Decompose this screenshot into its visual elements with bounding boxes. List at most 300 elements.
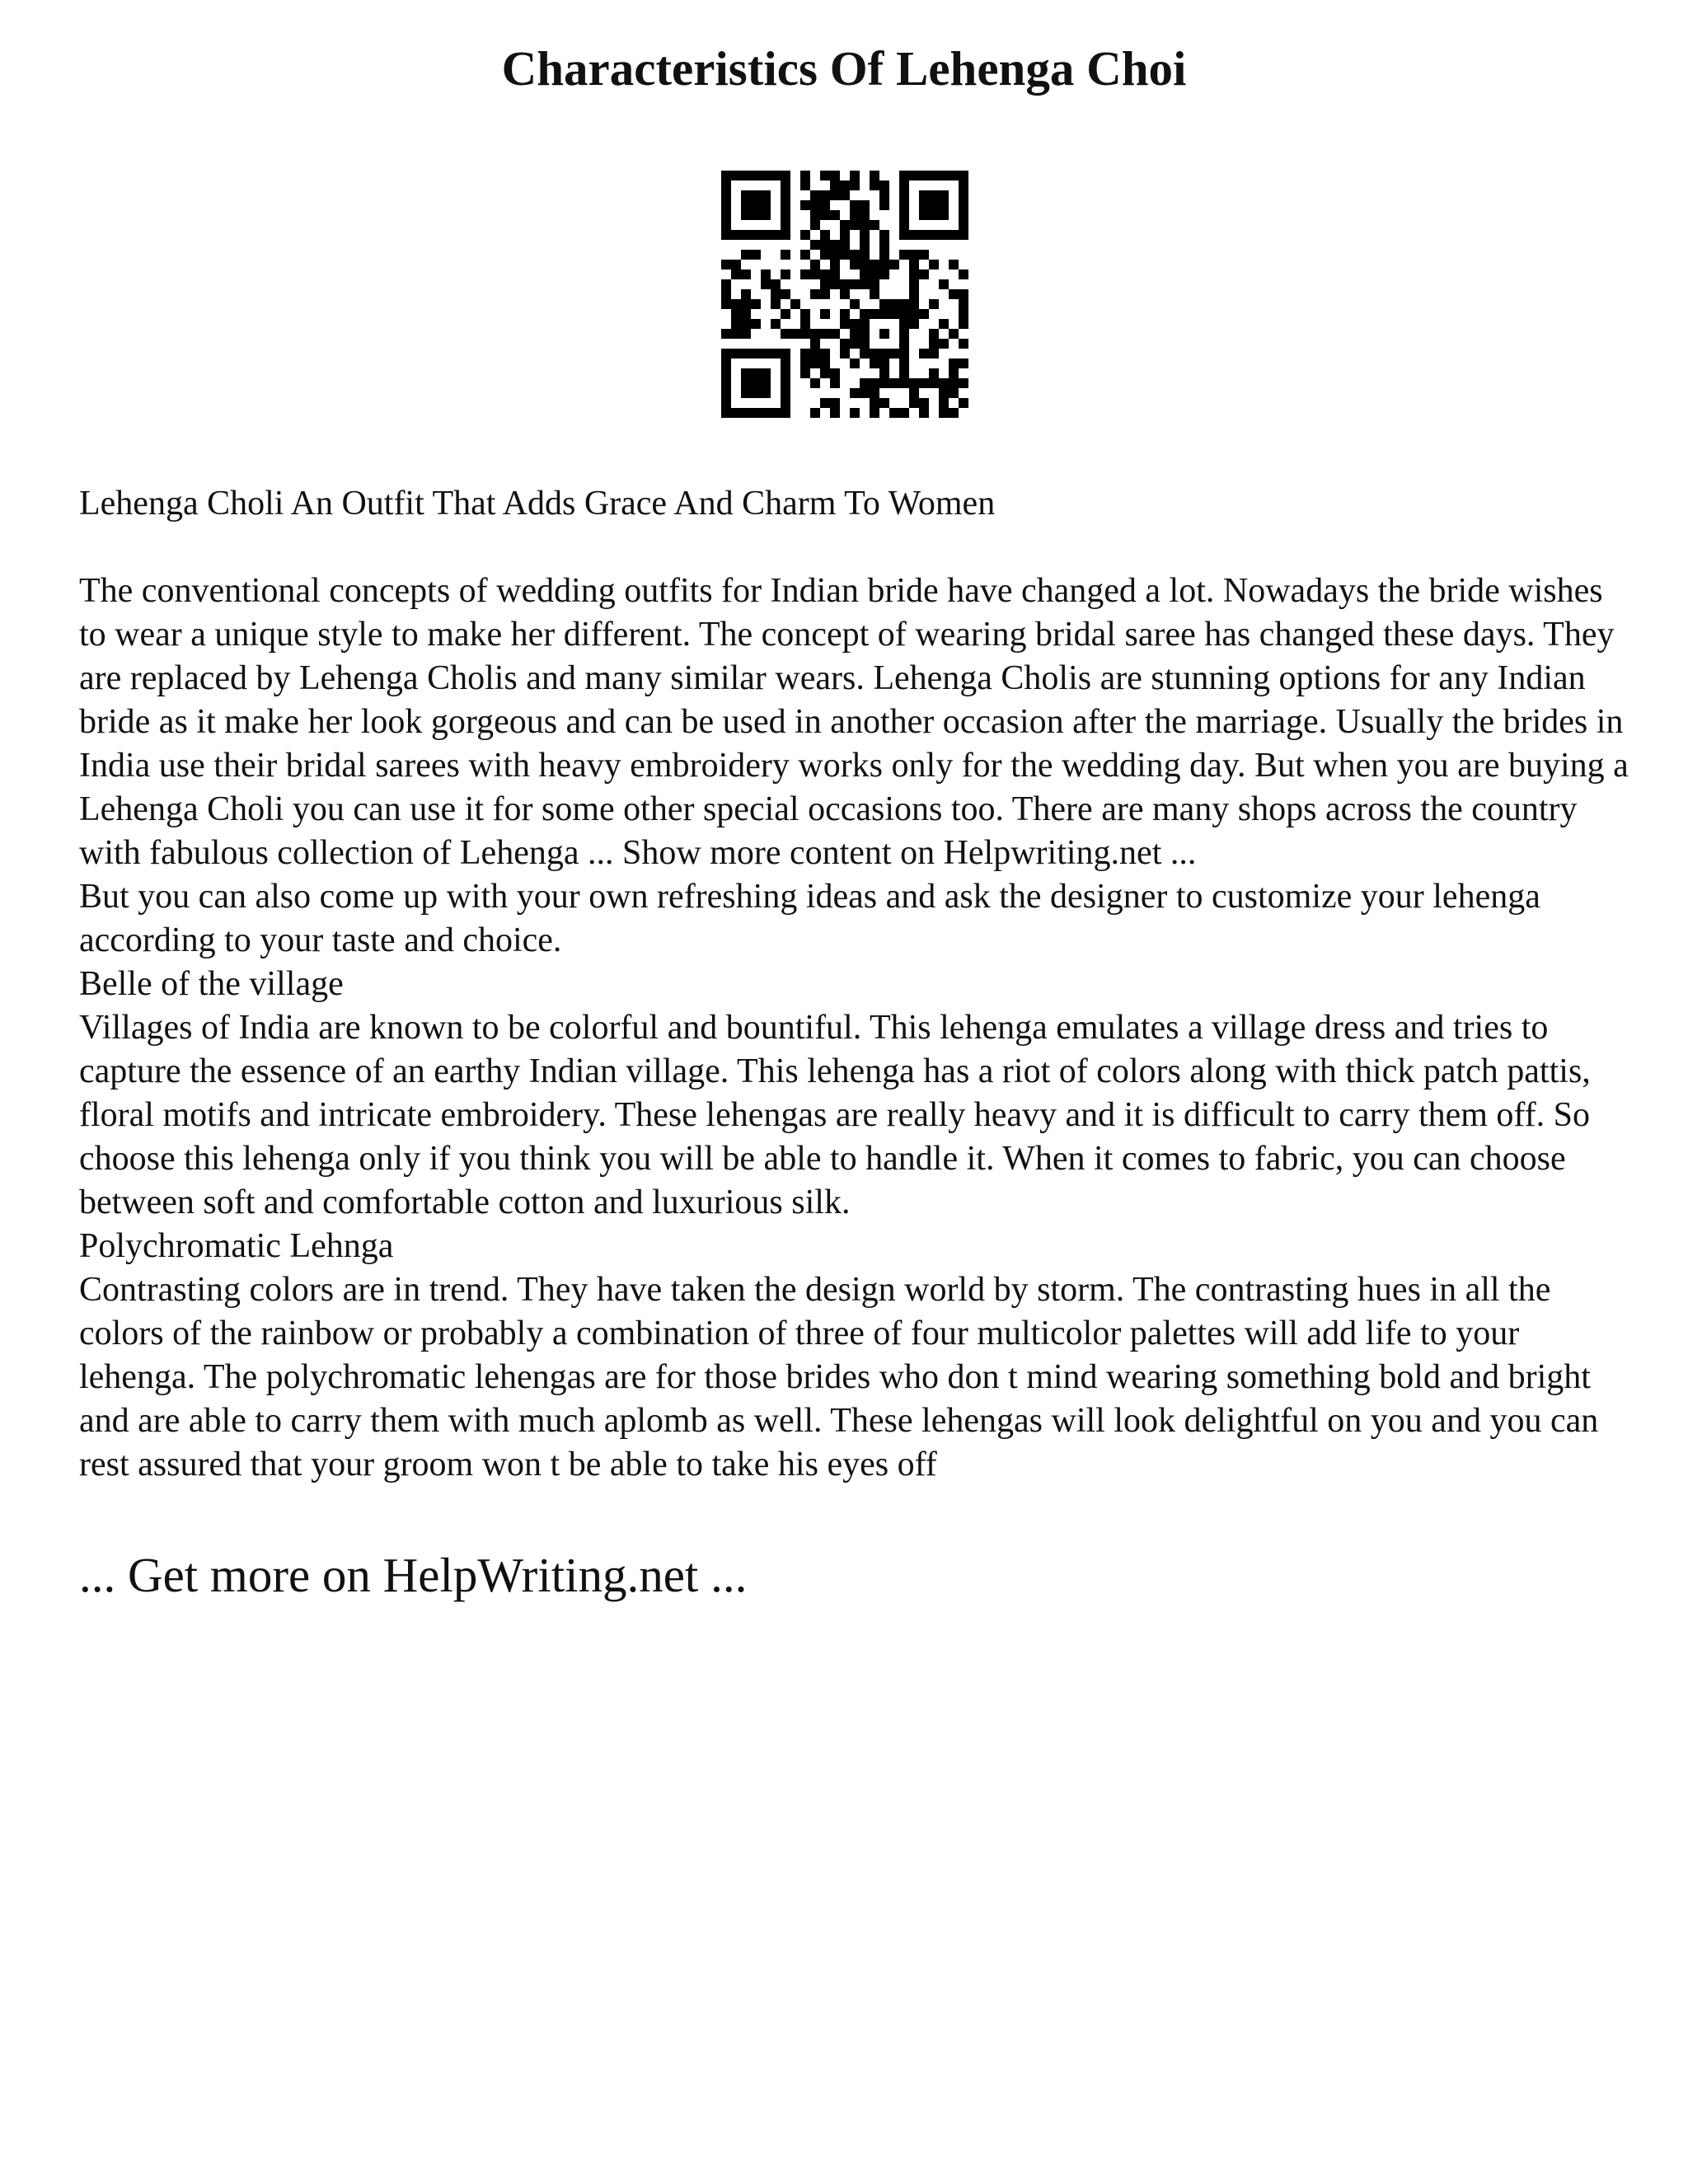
qr-module xyxy=(830,408,840,418)
qr-module xyxy=(761,408,771,418)
qr-module xyxy=(879,240,889,250)
qr-module xyxy=(800,368,810,378)
qr-module xyxy=(840,240,850,250)
qr-module xyxy=(870,398,879,408)
qr-module xyxy=(850,359,860,368)
qr-module xyxy=(889,299,899,309)
qr-module xyxy=(929,200,939,210)
qr-module xyxy=(721,200,731,210)
qr-module xyxy=(820,309,830,319)
qr-module xyxy=(850,260,860,269)
qr-module xyxy=(810,200,820,210)
qr-module xyxy=(879,180,889,190)
qr-module xyxy=(860,269,870,279)
qr-module xyxy=(751,200,761,210)
qr-module xyxy=(959,269,968,279)
qr-module xyxy=(781,349,790,359)
qr-module xyxy=(929,171,939,180)
qr-module xyxy=(919,210,929,220)
qr-module xyxy=(949,408,959,418)
qr-module xyxy=(761,279,771,289)
qr-module xyxy=(810,339,820,349)
qr-module xyxy=(899,299,909,309)
qr-module xyxy=(731,319,741,329)
qr-module xyxy=(721,398,731,408)
qr-module xyxy=(909,398,919,408)
qr-module xyxy=(721,260,731,269)
qr-module xyxy=(820,230,830,240)
qr-module xyxy=(721,210,731,220)
qr-module xyxy=(959,378,968,388)
qr-module xyxy=(741,230,751,240)
qr-module xyxy=(899,190,909,200)
qr-module xyxy=(830,329,840,339)
qr-module xyxy=(840,339,850,349)
qr-module xyxy=(909,309,919,319)
qr-module xyxy=(761,368,771,378)
qr-module xyxy=(820,368,830,378)
qr-module xyxy=(800,329,810,339)
qr-module xyxy=(840,349,850,359)
qr-module xyxy=(860,329,870,339)
qr-module xyxy=(781,210,790,220)
qr-module xyxy=(909,171,919,180)
qr-module xyxy=(899,408,909,418)
qr-module xyxy=(860,339,870,349)
qr-module xyxy=(889,378,899,388)
qr-module xyxy=(741,319,751,329)
qr-module xyxy=(949,329,959,339)
qr-module xyxy=(781,230,790,240)
qr-module xyxy=(949,289,959,299)
qr-module xyxy=(939,190,949,200)
qr-module xyxy=(909,230,919,240)
qr-module xyxy=(850,210,860,220)
qr-module xyxy=(850,319,860,329)
qr-module xyxy=(741,250,751,260)
qr-module xyxy=(820,190,830,200)
qr-module xyxy=(870,260,879,269)
qr-module xyxy=(899,220,909,230)
qr-module xyxy=(870,359,879,368)
qr-module xyxy=(860,349,870,359)
body-paragraph: Contrasting colors are in trend. They have taken the design world by storm. The contrasting hues in all the colors of the rainbow or probably a combination of three of four multicolor palettes will add life to your lehenga. The polychromatic lehengas are for those brides who don t mind wearing something bold and bright and are able to carry them with much aplomb as well. These lehengas will look delightful on you and you can rest assured that your groom won t be able to take his eyes off xyxy=(79,1271,1599,1483)
qr-module xyxy=(959,180,968,190)
qr-module xyxy=(909,289,919,299)
qr-module xyxy=(761,230,771,240)
qr-module xyxy=(870,309,879,319)
qr-module xyxy=(939,339,949,349)
qr-module xyxy=(721,180,731,190)
qr-module xyxy=(830,171,840,180)
qr-module xyxy=(939,200,949,210)
qr-module xyxy=(761,378,771,388)
qr-module xyxy=(731,349,741,359)
qr-module xyxy=(830,260,840,269)
qr-module xyxy=(870,408,879,418)
qr-module xyxy=(879,378,889,388)
qr-module xyxy=(721,378,731,388)
qr-module xyxy=(889,349,899,359)
qr-module xyxy=(939,319,949,329)
qr-module xyxy=(820,398,830,408)
qr-module xyxy=(781,378,790,388)
qr-module xyxy=(800,200,810,210)
qr-module xyxy=(800,250,810,260)
qr-module xyxy=(800,171,810,180)
qr-module xyxy=(899,368,909,378)
qr-module xyxy=(761,190,771,200)
qr-module xyxy=(820,349,830,359)
qr-module xyxy=(731,230,741,240)
qr-module xyxy=(810,408,820,418)
qr-module xyxy=(879,230,889,240)
qr-module xyxy=(899,171,909,180)
document-body xyxy=(79,482,1629,1487)
qr-module xyxy=(721,349,731,359)
qr-module xyxy=(850,329,860,339)
qr-module xyxy=(870,269,879,279)
qr-module xyxy=(721,279,731,289)
qr-module xyxy=(751,378,761,388)
qr-module xyxy=(879,269,889,279)
qr-module xyxy=(939,279,949,289)
qr-module xyxy=(850,171,860,180)
qr-module xyxy=(771,349,781,359)
qr-module xyxy=(919,398,929,408)
qr-module xyxy=(860,240,870,250)
qr-module xyxy=(820,210,830,220)
qr-module xyxy=(820,250,830,260)
qr-module xyxy=(850,279,860,289)
qr-module xyxy=(909,260,919,269)
qr-module xyxy=(939,210,949,220)
qr-module xyxy=(751,388,761,398)
get-more-link[interactable]: ... Get more on HelpWriting.net ... xyxy=(79,1548,748,1602)
qr-module xyxy=(840,250,850,260)
document-subtitle: Lehenga Choli An Outfit That Adds Grace And Charm To Women xyxy=(79,485,996,523)
qr-module xyxy=(781,289,790,299)
qr-module xyxy=(800,349,810,359)
qr-module xyxy=(721,329,731,339)
qr-module xyxy=(721,230,731,240)
qr-module xyxy=(860,388,870,398)
qr-module xyxy=(959,398,968,408)
qr-module xyxy=(741,171,751,180)
qr-module xyxy=(929,378,939,388)
qr-module xyxy=(879,398,889,408)
qr-module xyxy=(879,309,889,319)
qr-module xyxy=(850,180,860,190)
qr-module xyxy=(959,299,968,309)
qr-module xyxy=(830,378,840,388)
qr-module xyxy=(761,210,771,220)
qr-module xyxy=(820,329,830,339)
qr-module xyxy=(889,260,899,269)
qr-module xyxy=(800,180,810,190)
qr-module xyxy=(879,299,889,309)
qr-module xyxy=(899,359,909,368)
qr-module xyxy=(741,190,751,200)
qr-module xyxy=(731,309,741,319)
qr-module xyxy=(949,378,959,388)
qr-module xyxy=(870,180,879,190)
qr-module xyxy=(741,309,751,319)
qr-module xyxy=(889,408,899,418)
qr-module xyxy=(810,269,820,279)
section-heading: Polychromatic Lehnga xyxy=(79,1227,394,1265)
qr-module xyxy=(929,299,939,309)
qr-module xyxy=(820,200,830,210)
qr-module xyxy=(870,378,879,388)
qr-module xyxy=(959,171,968,180)
qr-module xyxy=(860,309,870,319)
qr-module xyxy=(939,398,949,408)
qr-module xyxy=(830,398,840,408)
qr-module xyxy=(929,190,939,200)
qr-module xyxy=(919,349,929,359)
qr-module xyxy=(771,289,781,299)
qr-module xyxy=(909,269,919,279)
qr-module xyxy=(959,289,968,299)
qr-module xyxy=(879,368,889,378)
qr-module xyxy=(860,210,870,220)
qr-module xyxy=(810,378,820,388)
qr-module xyxy=(800,309,810,319)
qr-module xyxy=(741,408,751,418)
qr-module xyxy=(929,349,939,359)
qr-module xyxy=(879,190,889,200)
qr-module xyxy=(781,309,790,319)
qr-module xyxy=(751,190,761,200)
qr-module xyxy=(919,171,929,180)
qr-module xyxy=(721,289,731,299)
qr-module xyxy=(741,378,751,388)
qr-module xyxy=(899,309,909,319)
qr-module xyxy=(929,260,939,269)
qr-module xyxy=(879,349,889,359)
qr-module xyxy=(959,200,968,210)
qr-module xyxy=(810,289,820,299)
qr-module xyxy=(860,250,870,260)
qr-module xyxy=(761,388,771,398)
qr-module xyxy=(939,230,949,240)
qr-module xyxy=(909,279,919,289)
qr-module xyxy=(860,260,870,269)
qr-module xyxy=(949,171,959,180)
qr-module xyxy=(820,279,830,289)
body-paragraph: But you can also come up with your own refreshing ideas and ask the designer to customize your lehenga according to your taste and choice. xyxy=(79,878,1540,959)
qr-module xyxy=(781,269,790,279)
qr-module xyxy=(899,230,909,240)
qr-module xyxy=(781,250,790,260)
body-paragraph: Villages of India are known to be colorful and bountiful. This lehenga emulates a village dress and tries to capture the essence of an earthy Indian village. This lehenga has a riot of colors along with thick patch pattis, floral motifs and intricate embroidery. These lehengas are really heavy and it is difficult to carry them off. So choose this lehenga only if you think you will be able to handle it. When it comes to fabric, you can choose between soft and comfortable cotton and luxurious silk. xyxy=(79,1009,1591,1221)
qr-module xyxy=(731,329,741,339)
qr-module xyxy=(850,250,860,260)
qr-module xyxy=(939,388,949,398)
qr-module xyxy=(741,368,751,378)
qr-module xyxy=(751,171,761,180)
qr-module xyxy=(899,329,909,339)
qr-module xyxy=(810,260,820,269)
qr-module xyxy=(830,190,840,200)
qr-module xyxy=(830,210,840,220)
qr-module xyxy=(949,388,959,398)
qr-module xyxy=(810,329,820,339)
qr-module xyxy=(731,408,741,418)
qr-module xyxy=(751,230,761,240)
qr-module xyxy=(840,220,850,230)
qr-module xyxy=(949,368,959,378)
qr-module xyxy=(949,359,959,368)
qr-module xyxy=(860,230,870,240)
qr-module xyxy=(899,378,909,388)
qr-module xyxy=(781,368,790,378)
qr-module xyxy=(959,319,968,329)
qr-module xyxy=(939,408,949,418)
qr-module xyxy=(781,220,790,230)
qr-module xyxy=(731,260,741,269)
qr-module xyxy=(959,230,968,240)
body-paragraph: The conventional concepts of wedding outfits for Indian bride have changed a lot. Nowadays the bride wishes to wear a unique style to make her different. The concept of wearing bridal saree has changed these days. They are replaced by Lehenga Cholis and many similar wears. Lehenga Cholis are stunning options for any Indian bride as it make her look gorgeous and can be used in another occasion after the marriage. Usually the brides in India use their bridal sarees with heavy embroidery works only for the wedding day. But when you are buying a Lehenga Choli you can use it for some other special occasions too. There are many shops across the country with fabulous collection of Lehenga ... Show more content on Helpwriting.net ... xyxy=(79,572,1629,872)
qr-module xyxy=(879,250,889,260)
qr-module xyxy=(919,230,929,240)
qr-module xyxy=(761,269,771,279)
qr-module xyxy=(761,200,771,210)
qr-module xyxy=(800,319,810,329)
qr-module xyxy=(840,190,850,200)
qr-module xyxy=(830,250,840,260)
qr-module xyxy=(721,359,731,368)
qr-module xyxy=(781,171,790,180)
qr-module xyxy=(840,309,850,319)
qr-module xyxy=(771,230,781,240)
qr-module xyxy=(919,309,929,319)
qr-module xyxy=(800,230,810,240)
qr-module xyxy=(771,408,781,418)
qr-module xyxy=(899,210,909,220)
qr-module xyxy=(860,220,870,230)
qr-module xyxy=(959,339,968,349)
qr-module xyxy=(870,388,879,398)
qr-module xyxy=(741,200,751,210)
qr-module xyxy=(850,408,860,418)
qr-module xyxy=(889,309,899,319)
qr-module xyxy=(721,171,731,180)
qr-module xyxy=(721,388,731,398)
qr-module xyxy=(741,289,751,299)
qr-module xyxy=(919,378,929,388)
qr-module xyxy=(800,359,810,368)
qr-module xyxy=(751,408,761,418)
qr-module xyxy=(840,279,850,289)
qr-module xyxy=(790,329,800,339)
qr-module xyxy=(820,269,830,279)
qr-module xyxy=(761,171,771,180)
qr-module xyxy=(751,319,761,329)
qr-module xyxy=(860,279,870,289)
qr-module xyxy=(721,220,731,230)
qr-module xyxy=(929,210,939,220)
qr-module xyxy=(850,299,860,309)
qr-module xyxy=(781,180,790,190)
qr-module xyxy=(721,190,731,200)
qr-module xyxy=(810,359,820,368)
qr-module xyxy=(810,240,820,250)
qr-module xyxy=(741,269,751,279)
qr-module xyxy=(850,339,860,349)
qr-module xyxy=(810,210,820,220)
qr-module xyxy=(810,220,820,230)
qr-module xyxy=(860,378,870,388)
qr-code-icon xyxy=(721,171,968,418)
qr-module xyxy=(879,260,889,269)
qr-module xyxy=(721,299,731,309)
qr-module xyxy=(761,349,771,359)
qr-module xyxy=(879,200,889,210)
qr-module xyxy=(751,349,761,359)
qr-module xyxy=(899,200,909,210)
qr-module xyxy=(929,368,939,378)
qr-module xyxy=(731,299,741,309)
qr-module xyxy=(820,171,830,180)
qr-module xyxy=(781,388,790,398)
qr-module xyxy=(721,368,731,378)
qr-module xyxy=(781,190,790,200)
qr-module xyxy=(919,269,929,279)
qr-module xyxy=(909,388,919,398)
qr-module xyxy=(771,171,781,180)
qr-module xyxy=(919,408,929,418)
qr-module xyxy=(949,260,959,269)
qr-module xyxy=(919,250,929,260)
qr-module xyxy=(830,368,840,378)
page-title: Characteristics Of Lehenga Choi xyxy=(501,41,1187,96)
qr-module xyxy=(820,359,830,368)
qr-module xyxy=(870,220,879,230)
qr-module xyxy=(781,398,790,408)
qr-module xyxy=(899,339,909,349)
qr-module xyxy=(870,171,879,180)
qr-module xyxy=(790,299,800,309)
qr-module xyxy=(860,319,870,329)
qr-module xyxy=(919,200,929,210)
qr-module xyxy=(751,250,761,260)
qr-module xyxy=(949,230,959,240)
qr-module xyxy=(909,319,919,329)
qr-module xyxy=(721,408,731,418)
qr-module xyxy=(781,200,790,210)
qr-module xyxy=(899,250,909,260)
qr-module xyxy=(959,210,968,220)
qr-module xyxy=(771,299,781,309)
qr-module xyxy=(850,200,860,210)
qr-module xyxy=(929,230,939,240)
qr-module xyxy=(731,269,741,279)
qr-module xyxy=(899,319,909,329)
qr-module xyxy=(741,329,751,339)
qr-module xyxy=(850,388,860,398)
qr-module xyxy=(929,329,939,339)
qr-module xyxy=(781,329,790,339)
qr-module xyxy=(751,299,761,309)
qr-module xyxy=(959,359,968,368)
qr-module xyxy=(751,210,761,220)
qr-module xyxy=(810,349,820,359)
qr-module xyxy=(870,279,879,289)
qr-module xyxy=(850,220,860,230)
qr-module xyxy=(840,230,850,240)
